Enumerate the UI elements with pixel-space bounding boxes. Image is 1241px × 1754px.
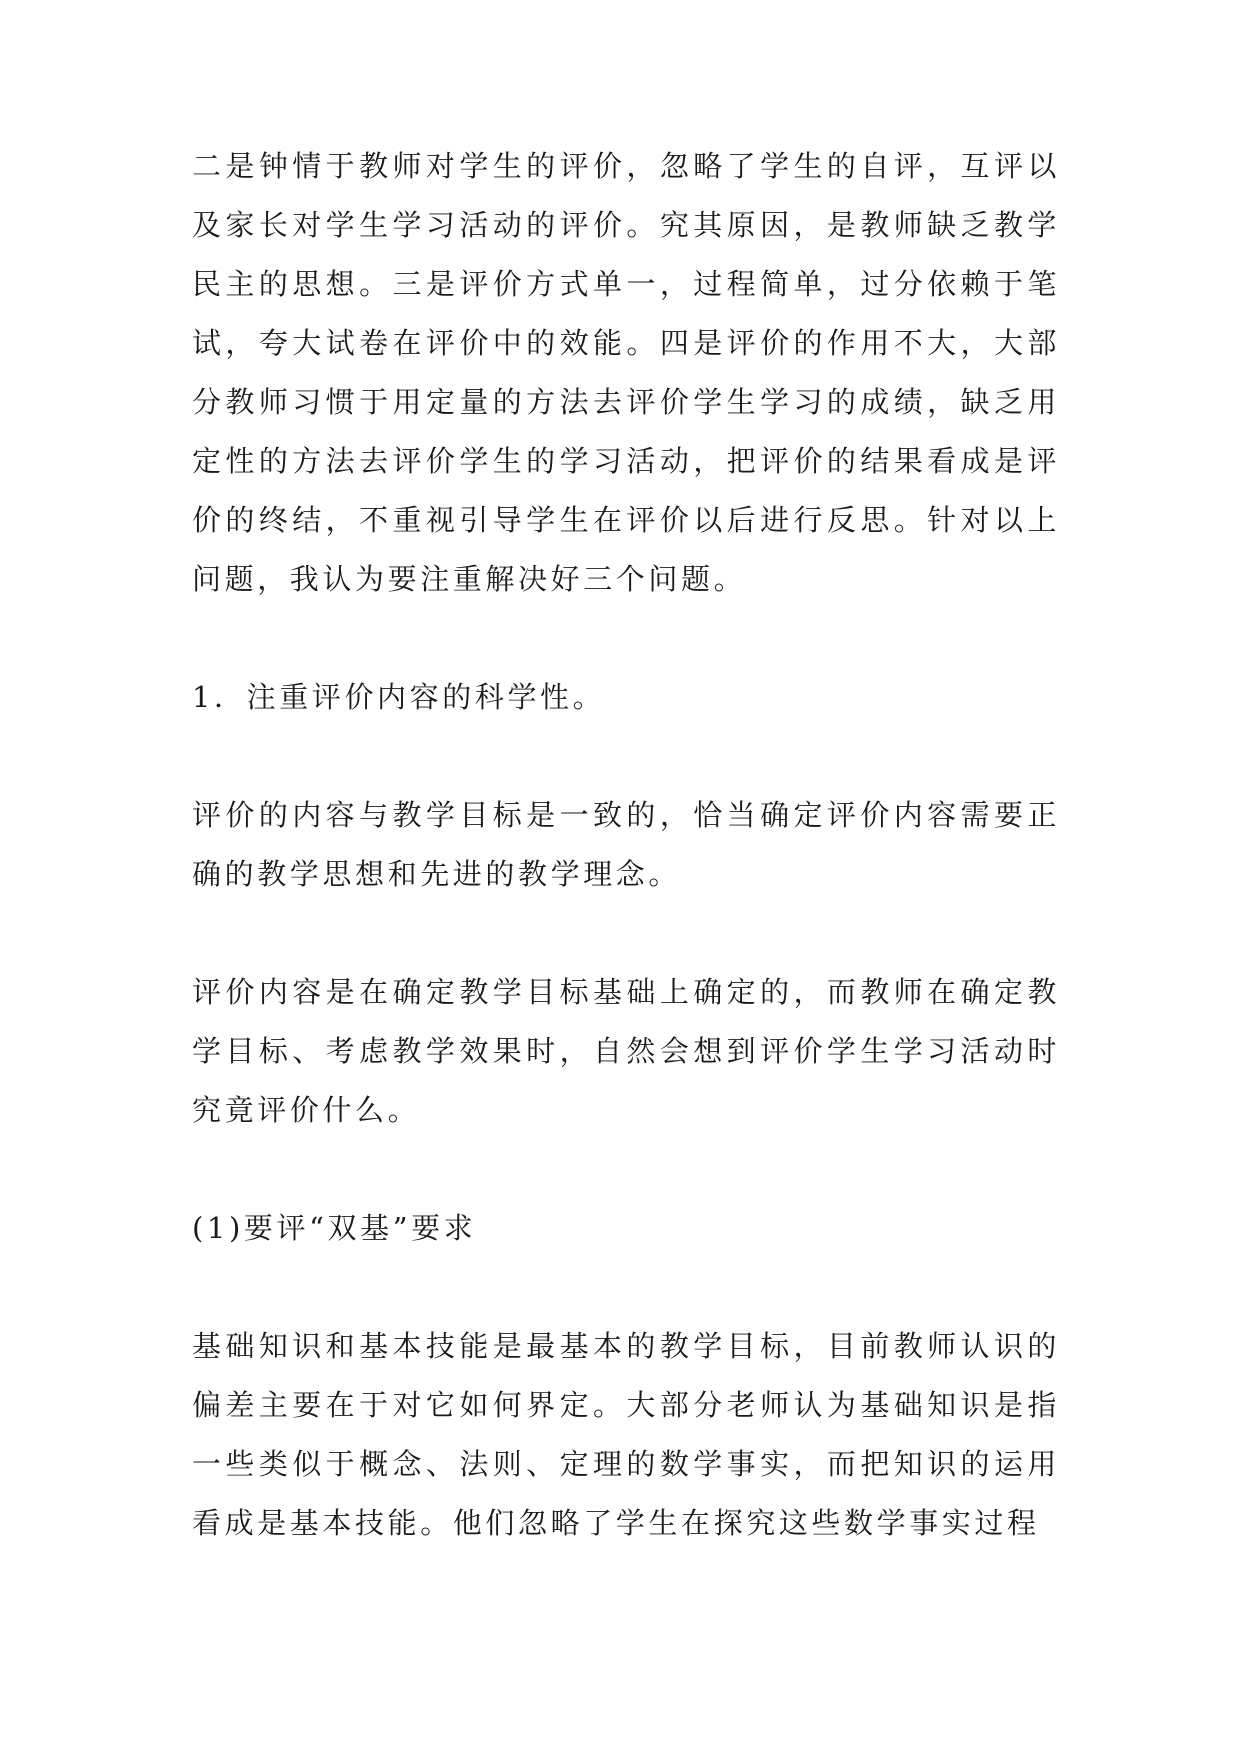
paragraph-content-goals: 评价的内容与教学目标是一致的，恰当确定评价内容需要正确的教学思想和先进的教学理念。 bbox=[192, 798, 1060, 891]
paragraph-spacer bbox=[192, 904, 1060, 963]
paragraph-evaluation-problems: 二是钟情于教师对学生的评价，忽略了学生的自评，互评以及家长对学生学习活动的评价。究其原因，是教师缺乏教学民主的思想。三是评价方式单一，过程简单，过分依赖于笔试，夸大试卷在评价中的效能。四是评价的作用不大，大部分教师习惯于用定量的方法去评价学生学习的成绩，缺乏用定性的方法去评价学生的学习活动，把评价的结果看成是评价的终结，不重视引导学生在评价以后进行反思。针对以上问题，我认为要注重解决好三个问题。 bbox=[192, 149, 1060, 596]
paragraph-content-determination: 评价内容是在确定教学目标基础上确定的，而教师在确定教学目标、考虑教学效果时，自然会想到评价学生学习活动时究竟评价什么。 bbox=[192, 975, 1060, 1127]
paragraph-basic-knowledge-skills: 基础知识和基本技能是最基本的教学目标，目前教师认识的偏差主要在于对它如何界定。大部分老师认为基础知识是指一些类似于概念、法则、定理的数学事实，而把知识的运用看成是基本技能。他们忽略了学生在探究这些数学事实过程 bbox=[192, 1329, 1060, 1540]
section-heading-scientific-content: 1．注重评价内容的科学性。 bbox=[192, 680, 606, 714]
paragraph-spacer bbox=[192, 1140, 1060, 1199]
paragraph-spacer bbox=[192, 727, 1060, 786]
paragraph-spacer bbox=[192, 1258, 1060, 1317]
document-body bbox=[192, 137, 1060, 1553]
paragraph-spacer bbox=[192, 609, 1060, 668]
subheading-double-basics: (1)要评“双基”要求 bbox=[192, 1211, 477, 1245]
